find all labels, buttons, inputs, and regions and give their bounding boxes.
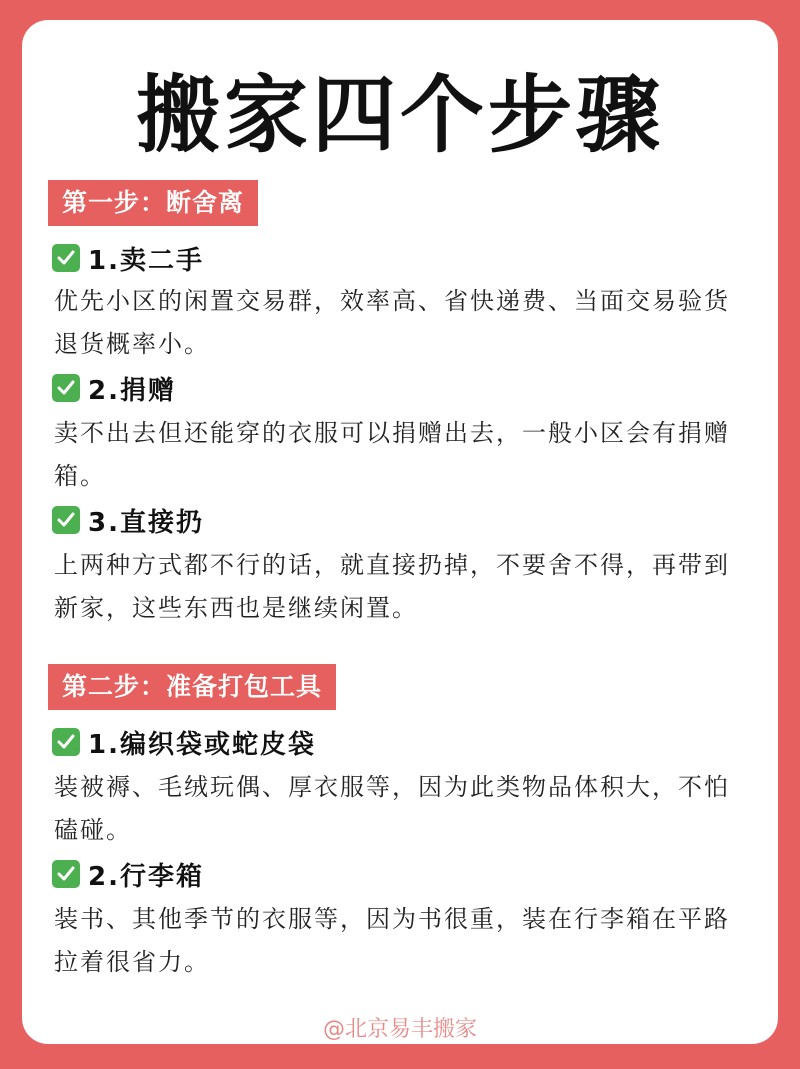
item-heading-throw xyxy=(52,500,204,540)
check-mark-icon xyxy=(52,860,80,888)
section-label-step-1: 第一步：断舍离 xyxy=(48,180,258,226)
item-text: 上两种方式都不行的话，就直接扔掉，不要舍不得，再带到新家，这些东西也是继续闲置。 xyxy=(54,551,730,622)
item-label: 1.卖二手 xyxy=(88,245,204,276)
item-label: 1.编织袋或蛇皮袋 xyxy=(88,729,316,760)
content-card xyxy=(22,20,778,1044)
item-heading-suitcase xyxy=(52,854,204,894)
item-label: 3.直接扔 xyxy=(88,507,204,538)
item-heading-sell xyxy=(52,238,204,278)
check-mark-icon xyxy=(52,244,80,272)
check-mark-icon xyxy=(52,506,80,534)
check-mark-icon xyxy=(52,728,80,756)
item-text: 卖不出去但还能穿的衣服可以捐赠出去，一般小区会有捐赠箱。 xyxy=(54,419,730,490)
item-heading-donate xyxy=(52,368,176,408)
item-label: 2.行李箱 xyxy=(88,861,204,892)
item-text: 优先小区的闲置交易群，效率高、省快递费、当面交易验货退货概率小。 xyxy=(54,287,730,358)
item-label: 2.捐赠 xyxy=(88,375,176,406)
item-text: 装被褥、毛绒玩偶、厚衣服等，因为此类物品体积大，不怕磕碰。 xyxy=(54,773,730,844)
item-heading-woven-bag xyxy=(52,722,316,762)
check-mark-icon xyxy=(52,374,80,402)
watermark: @北京易丰搬家 xyxy=(322,1017,477,1042)
section-label-step-2: 第二步：准备打包工具 xyxy=(48,664,336,710)
page-title: 搬家四个步骤 xyxy=(135,66,664,164)
item-text: 装书、其他季节的衣服等，因为书很重，装在行李箱在平路拉着很省力。 xyxy=(54,905,730,976)
